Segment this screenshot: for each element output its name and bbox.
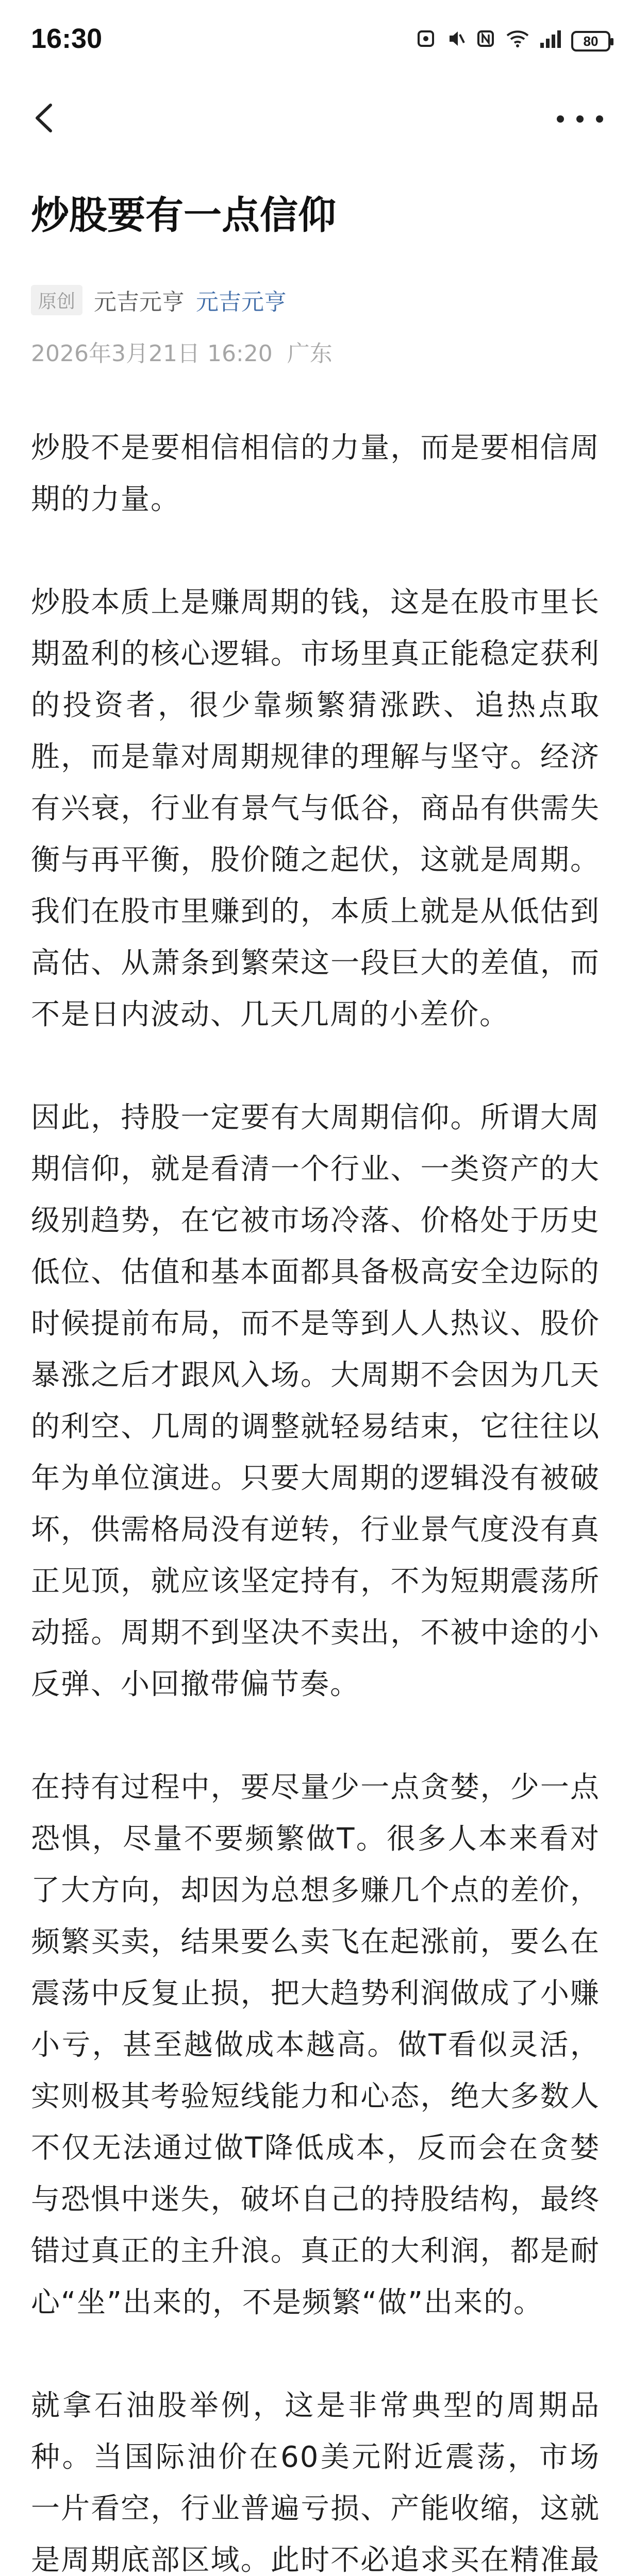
account-link[interactable]: 元吉元亨	[196, 289, 287, 315]
nfc-icon	[475, 28, 496, 55]
publish-info	[31, 335, 333, 368]
more-dots-icon	[557, 115, 564, 123]
back-button[interactable]	[28, 100, 64, 136]
cellular-icon	[539, 28, 562, 55]
back-arrow-icon	[28, 100, 64, 136]
paragraph: 炒股本质上是赚周期的钱，这是在股市里长期盈利的核心逻辑。市场里真正能稳定获利的投资者，很少靠频繁猜涨跌、追热点取胜，而是靠对周期规律的理解与坚守。经济有兴衰，行业有景气与低谷，商品有供需失衡与再平衡，股价随之起伏，这就是周期。我们在股市里赚到的，本质上就是从低估到高估、从萧条到繁荣这一段巨大的差值，而不是日内波动、几天几周的小差价。	[31, 586, 600, 1031]
paragraph: 在持有过程中，要尽量少一点贪婪，少一点恐惧，尽量不要频繁做T。很多人本来看对了大方向，却因为总想多赚几个点的差价，频繁买卖，结果要么卖飞在起涨前，要么在震荡中反复止损，把大趋势利润做成了小赚小亏，甚至越做成本越高。做T看似灵活，实则极其考验短线能力和心态，绝大多数人不仅无法通过做T降低成本，反而会在贪婪与恐惧中迷失，破坏自己的持股结构，最终错过真正的主升浪。真正的大利润，都是耐心“坐”出来的，不是频繁“做”出来的。	[31, 1771, 600, 2319]
wifi-icon	[505, 28, 530, 55]
paragraph: 就拿石油股举例，这是非常典型的周期品种。当国际油价在60美元附近震荡，市场一片看空，行业普遍亏损、产能收缩，这就是周期底部区域。此时不必追求买在精准最	[31, 2389, 600, 2576]
status-time: 16:30	[31, 23, 103, 54]
battery-level: 80	[583, 33, 599, 49]
status-icons	[416, 27, 610, 56]
publish-date: 2026年3月21日 16:20	[31, 341, 273, 367]
mute-icon	[445, 28, 466, 55]
notification-icon	[416, 28, 436, 55]
article-title: 炒股要有一点信仰	[31, 193, 336, 238]
paragraph: 炒股不是要相信相信的力量，而是要相信周期的力量。	[31, 431, 600, 516]
more-button[interactable]	[557, 101, 603, 137]
more-dot	[576, 115, 584, 123]
publish-location: 广东	[287, 341, 333, 367]
status-bar	[0, 0, 631, 77]
paragraph: 因此，持股一定要有大周期信仰。所谓大周期信仰，就是看清一个行业、一类资产的大级别趋势，在它被市场冷落、价格处于历史低位、估值和基本面都具备极高安全边际的时候提前布局，而不是等到人人热议、股价暴涨之后才跟风入场。大周期不会因为几天的利空、几周的调整就轻易结束，它往往以年为单位演进。只要大周期的逻辑没有被破坏，供需格局没有逆转，行业景气度没有真正见顶，就应该坚定持有，不为短期震荡所动摇。周期不到坚决不卖出，不被中途的小反弹、小回撤带偏节奏。	[31, 1101, 600, 1701]
original-badge: 原创	[31, 285, 82, 315]
article-content	[31, 422, 600, 2576]
meta-row	[31, 284, 287, 315]
more-dot	[596, 115, 603, 123]
battery-icon	[571, 31, 610, 52]
author-name[interactable]: 元吉元亨	[94, 289, 185, 315]
top-nav	[0, 77, 631, 180]
